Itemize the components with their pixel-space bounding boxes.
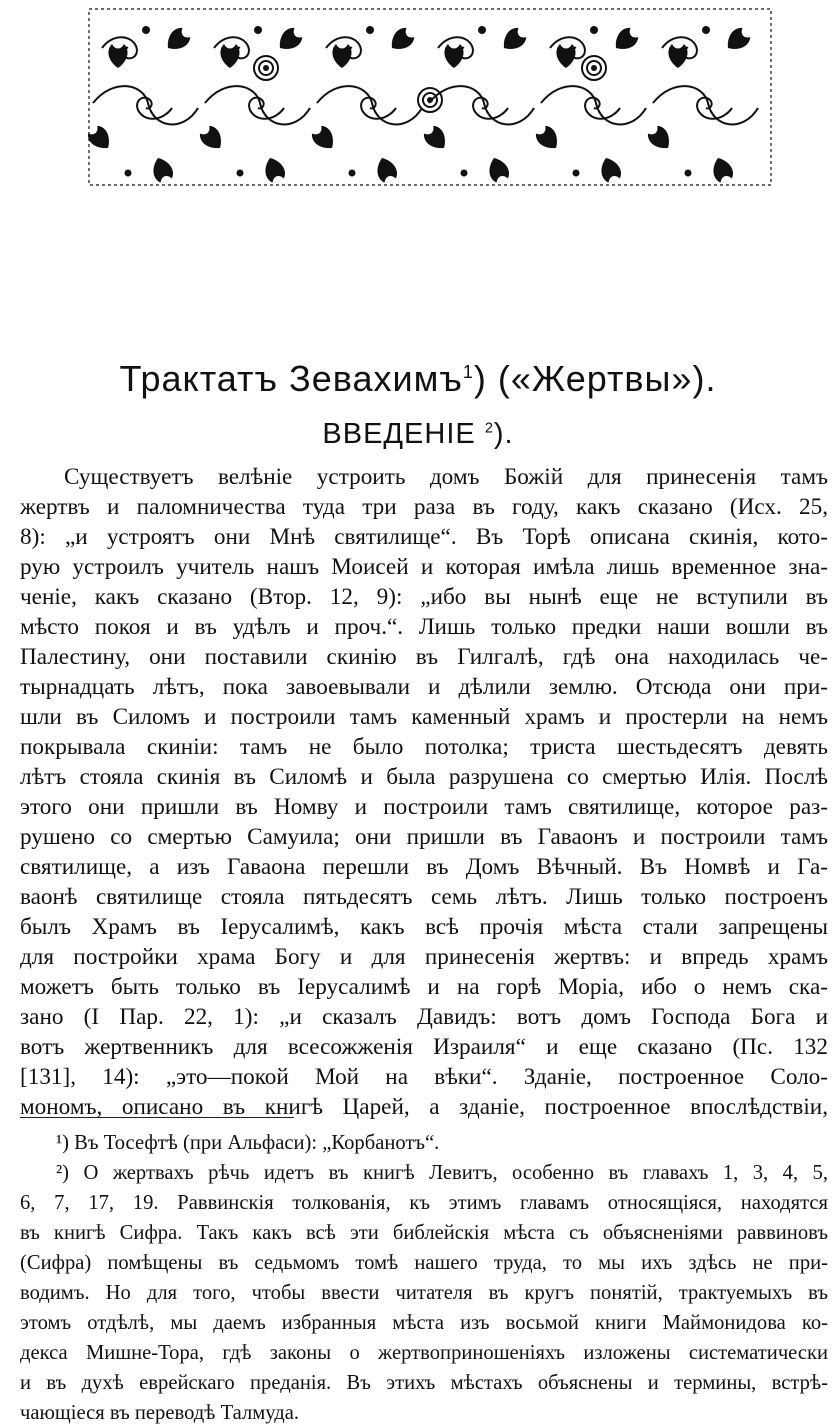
footnote-line: ¹) Въ Тосефтѣ (при Альфаси): „Корбанотъ“. bbox=[56, 1132, 440, 1154]
footnote-line: водимъ. Но для того, чтобы ввести читателя въ кругъ понятій, трактуемыхъ въ bbox=[20, 1282, 828, 1304]
footnote-line: чающіеся въ переводѣ Талмуда. bbox=[20, 1402, 300, 1424]
body-line: былъ Храмъ въ Іерусалимѣ, какъ всѣ прочія мѣста стали запрещены bbox=[20, 914, 828, 940]
footnotes bbox=[20, 1128, 828, 1428]
body-line: лѣтъ стояла скинія въ Силомѣ и была разрушена со смертью Илія. Послѣ bbox=[20, 764, 828, 790]
body-line: мѣсто покоя и въ удѣлъ и проч.“. Лишь только предки наши вошли въ bbox=[20, 614, 828, 640]
footnote-line: 6, 7, 17, 19. Раввинскія толкованія, къ этимъ главамъ относящіяся, находятся bbox=[20, 1192, 828, 1214]
body-line: ваонѣ святилище стояла пятьдесятъ семь лѣтъ. Лишь только построенъ bbox=[20, 884, 828, 910]
body-line: 8): „и устроятъ они Мнѣ святилище“. Въ Торѣ описана скинія, кото- bbox=[20, 524, 828, 550]
body-paragraph bbox=[20, 462, 828, 1122]
body-line: можетъ быть только въ Іерусалимѣ и на горѣ Моріа, ибо о немъ ска- bbox=[20, 974, 828, 1000]
body-line: шли въ Силомъ и построили тамъ каменный храмъ и простерли на немъ bbox=[20, 704, 828, 730]
footnote-line: декса Мишне-Тора, гдѣ законы о жертвоприношеніяхъ изложены систематически bbox=[20, 1342, 828, 1364]
body-line: ченіе, какъ сказано (Втор. 12, 9): „ибо вы нынѣ еще не вступили въ bbox=[20, 584, 828, 610]
body-line: жертвъ и паломничества туда три раза въ году, какъ сказано (Исх. 25, bbox=[20, 494, 828, 520]
body-line: [131], 14): „это—покой Мой на вѣки“. Зданіе, построенное Соло- bbox=[20, 1064, 828, 1090]
body-line: рую устроилъ учитель нашъ Моисей и которая имѣла лишь временное зна- bbox=[20, 554, 828, 580]
page-title: Трактатъ Зевахимъ$^1$) («Жертвы»). bbox=[119, 358, 717, 399]
footnote-line: и въ духѣ еврейскаго преданія. Въ этихъ мѣстахъ объяснены и термины, встрѣ- bbox=[20, 1372, 828, 1394]
body-line: покрывала скиніи: тамъ не было потолка; триста шестьдесятъ девять bbox=[20, 734, 828, 760]
body-line: этого они пришли въ Номву и построили тамъ святилище, которое раз- bbox=[20, 794, 828, 820]
body-line: зано (I Пар. 22, 1): „и сказалъ Давидъ: вотъ домъ Господа Бога и bbox=[20, 1004, 828, 1030]
body-line: Палестину, они поставили скинію въ Гилгалѣ, гдѣ она находилась че- bbox=[20, 644, 828, 670]
body-line: Существуетъ велѣніе устроить домъ Божій для принесенія тамъ bbox=[64, 464, 828, 490]
footnote-line: (Сифра) помѣщены въ седьмомъ томѣ нашего труда, то мы ихъ здѣсь не при- bbox=[20, 1252, 828, 1274]
section-heading: ВВЕДЕНІЕ $^2$). bbox=[322, 418, 514, 450]
footnote-line: ²) О жертвахъ рѣчь идетъ въ книгѣ Левитъ, особенно въ главахъ 1, 3, 4, 5, bbox=[56, 1162, 828, 1184]
body-line: вотъ жертвенникъ для всесожженія Израиля“ и еще сказано (Пс. 132 bbox=[20, 1034, 828, 1060]
body-line: тырнадцать лѣтъ, пока завоевывали и дѣлили землю. Отсюда они при- bbox=[20, 674, 828, 700]
body-line: рушено со смертью Самуила; они пришли въ Гаваонъ и построили тамъ bbox=[20, 824, 828, 850]
body-line: для постройки храма Богу и для принесенія жертвъ: и впредь храмъ bbox=[20, 944, 828, 970]
footnote-separator bbox=[20, 1117, 294, 1118]
decorative-headpiece-ornament bbox=[88, 8, 772, 186]
body-line: святилище, а изъ Гаваона перешли въ Домъ Вѣчный. Въ Номвѣ и Га- bbox=[20, 854, 828, 880]
footnote-line: этомъ отдѣлѣ, мы даемъ избранныя мѣста изъ восьмой книги Маймонидова ко- bbox=[20, 1312, 828, 1334]
footnote-line: въ книгѣ Сифра. Такъ какъ всѣ эти библейскія мѣста съ объясненіями раввиновъ bbox=[20, 1222, 828, 1244]
body-line: мономъ, описано въ книгѣ Царей, а зданіе, построенное впослѣдствіи, bbox=[20, 1094, 828, 1120]
